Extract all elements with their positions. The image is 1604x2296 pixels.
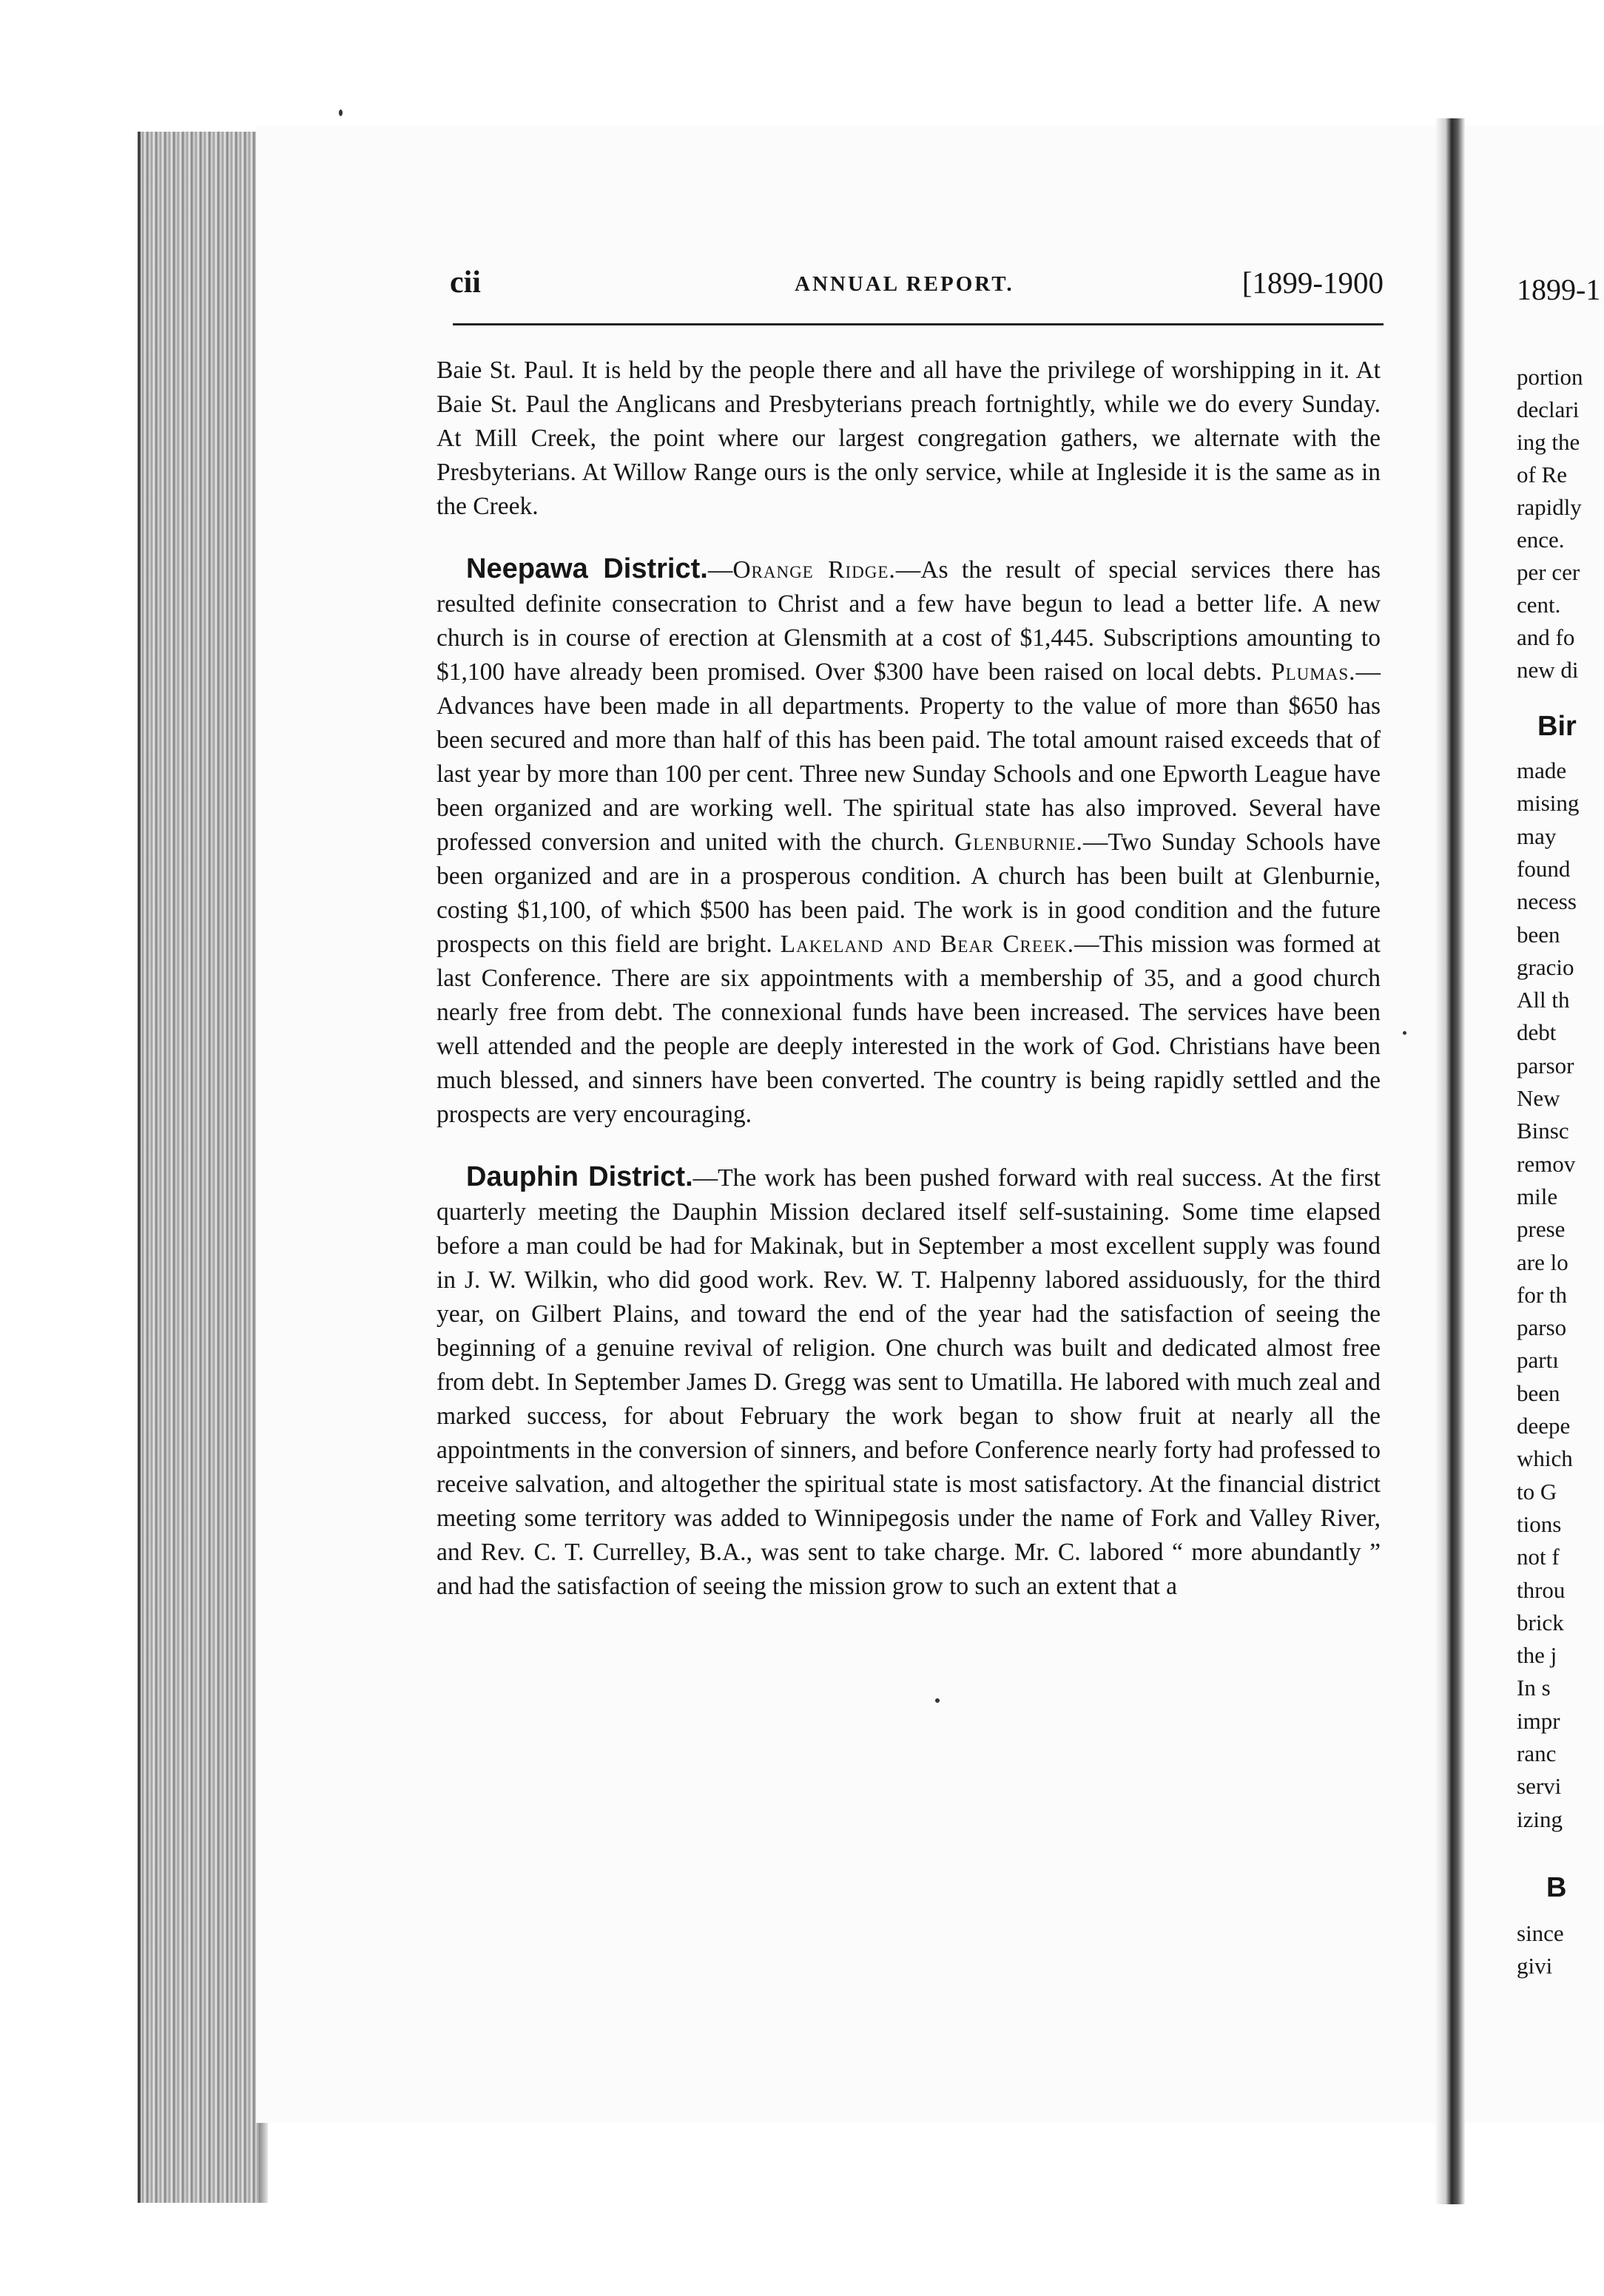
book-page-edges <box>138 132 259 2203</box>
facing-line: givi <box>1517 1953 1553 1979</box>
facing-line: new di <box>1517 657 1579 683</box>
text-lakeland-bear-creek: —This mission was formed at last Conference. There are six appointments with a membership of 35, and a good church nearly free from debt. The connexional funds have been increased. The services have been well attended and the people are deeply interested in the work of God. Christians have been much blessed, and sinners have been converted. The country is being rapidly settled and the prospects are very encouraging. <box>437 931 1381 1128</box>
facing-line: since <box>1517 1920 1564 1946</box>
facing-line: servi <box>1517 1773 1562 1800</box>
facing-line: izing <box>1517 1806 1563 1832</box>
facing-line: In s <box>1517 1675 1551 1701</box>
facing-line: made <box>1517 757 1567 783</box>
district-heading-dauphin: Dauphin District. <box>466 1161 693 1192</box>
facing-line: prese <box>1517 1216 1566 1243</box>
paragraph-baie-st-paul: Baie St. Paul. It is held by the people there and all have the privilege of worshipping in it. At Baie St. Paul the Anglicans and Presbyterians preach fortnightly, while we do every Sunday. At Mill Creek, the point where our largest congregation gathers, we alternate with the Presbyterians. At Willow Range ours is the only service, while at Ingleside it is the same as in the Creek. <box>437 357 1381 520</box>
em-dash: — <box>707 556 733 584</box>
facing-line: deepe <box>1517 1413 1571 1439</box>
facing-line: per cer <box>1517 559 1580 585</box>
facing-line: impr <box>1517 1707 1560 1734</box>
facing-line: New <box>1517 1085 1560 1111</box>
facing-line: brick <box>1517 1609 1564 1635</box>
facing-line: may <box>1517 823 1557 849</box>
facing-district-heading-2: B <box>1546 1872 1567 1903</box>
facing-line: All th <box>1517 987 1570 1013</box>
facing-line: debt <box>1517 1019 1557 1046</box>
facing-line: for th <box>1517 1281 1568 1308</box>
facing-line: gracio <box>1517 953 1574 980</box>
facing-line: mile <box>1517 1183 1558 1209</box>
facing-line: ence. <box>1517 527 1565 553</box>
facing-district-heading: Bir <box>1537 711 1577 742</box>
place-plumas: Plumas. <box>1270 658 1356 686</box>
paragraph-neepawa <box>437 552 1381 1132</box>
facing-page-edge <box>1465 126 1604 2123</box>
facing-line: rapidly <box>1517 494 1582 520</box>
facing-line: not f <box>1517 1544 1560 1570</box>
facing-line: remov <box>1517 1150 1576 1177</box>
facing-line: which <box>1517 1445 1573 1472</box>
facing-line: found <box>1517 855 1571 882</box>
paragraph-dauphin <box>437 1160 1381 1604</box>
scan-speck <box>935 1698 940 1703</box>
facing-line: the j <box>1517 1642 1557 1669</box>
facing-line: mising <box>1517 790 1580 817</box>
facing-line: portion <box>1517 364 1583 390</box>
place-lakeland-bear-creek: Lakeland and Bear Creek. <box>780 931 1074 958</box>
running-head <box>450 265 1384 317</box>
header-rule <box>453 323 1384 325</box>
page-body <box>437 354 1381 1604</box>
facing-running-head: 1899-1 <box>1517 273 1601 306</box>
running-year: [1899-1900 <box>1241 266 1384 300</box>
facing-line: parsor <box>1517 1052 1574 1078</box>
text-dauphin: —The work has been pushed forward with real success. At the first quarterly meeting the Dauphin Mission declared itself self-sustaining. Some time elapsed before a man could be had for Makinak, but in September a most excellent supply was found in J. W. Wilkin, who did good work. Rev. W. T. Halpenny labored assiduously, for the third year, on Gilbert Plains, and toward the end of the year had the satisfaction of seeing the beginning of a genuine revival of religion. One church was built and dedicated almost free from debt. In September James D. Gregg was sent to Umatilla. He labored with much zeal and marked success, for about February the work began to show fruit at nearly all the appointments in the conversion of sinners, and before Conference nearly forty had professed to receive salvation, and altogether the spiritual state is most satisfactory. At the financial district meeting some territory was added to Winnipegosis under the name of Fork and Valley River, and Rev. C. T. Currelley, B.A., was sent to take charge. Mr. C. labored “ more abundantly ” and had the satisfaction of seeing the mission grow to such an extent that a <box>437 1164 1381 1600</box>
facing-line: ing the <box>1517 429 1580 455</box>
facing-line: parso <box>1517 1314 1567 1341</box>
facing-line: been <box>1517 921 1560 948</box>
running-title: ANNUAL REPORT. <box>795 272 1014 296</box>
place-orange-ridge: Orange Ridge. <box>732 556 896 584</box>
facing-line: are lo <box>1517 1249 1568 1275</box>
scan-speck <box>1403 1031 1406 1035</box>
facing-line: tions <box>1517 1510 1562 1537</box>
text-orange-ridge: —As the result of special services there has resulted definite consecration to Christ and a few have begun to lead a better life. A new church is in course of erection at Glensmith at a cost of $1,445. Subscriptions amounting to $1,100 have already been promised. Over $300 have been raised on local debts. <box>437 556 1381 686</box>
facing-line: throu <box>1517 1576 1566 1603</box>
facing-line: of Re <box>1517 462 1568 487</box>
facing-line: Binsc <box>1517 1118 1569 1144</box>
scan-speck <box>339 109 343 116</box>
page-number: cii <box>450 266 481 300</box>
facing-line: been <box>1517 1380 1560 1406</box>
facing-line: ranc <box>1517 1740 1557 1766</box>
facing-line: necess <box>1517 888 1577 915</box>
place-glenburnie: Glenburnie. <box>954 828 1083 856</box>
facing-line: cent. <box>1517 592 1561 618</box>
district-heading-neepawa: Neepawa District. <box>466 553 708 584</box>
text-glenburnie: —Two Sunday Schools have been organized and are in a prosperous condition. A church has been built at Glenburnie, costing $1,100, of which $500 has been paid. The work is in good condition and the future prospects on this field are bright. <box>437 828 1381 958</box>
facing-line: partı <box>1517 1347 1559 1374</box>
facing-line: and fo <box>1517 624 1575 650</box>
text-plumas: —Advances have been made in all departments. Property to the value of more than $650 has been secured and more than half of this has been paid. The total amount raised exceeds that of last year by more than 100 per cent. Three new Sunday Schools and one Epworth League have been organized and are working well. The spiritual state has also improved. Several have professed conversion and united with the church. <box>437 658 1381 856</box>
book-gutter <box>1435 118 1465 2204</box>
facing-line: to G <box>1517 1478 1557 1505</box>
facing-line: declari <box>1517 396 1580 422</box>
